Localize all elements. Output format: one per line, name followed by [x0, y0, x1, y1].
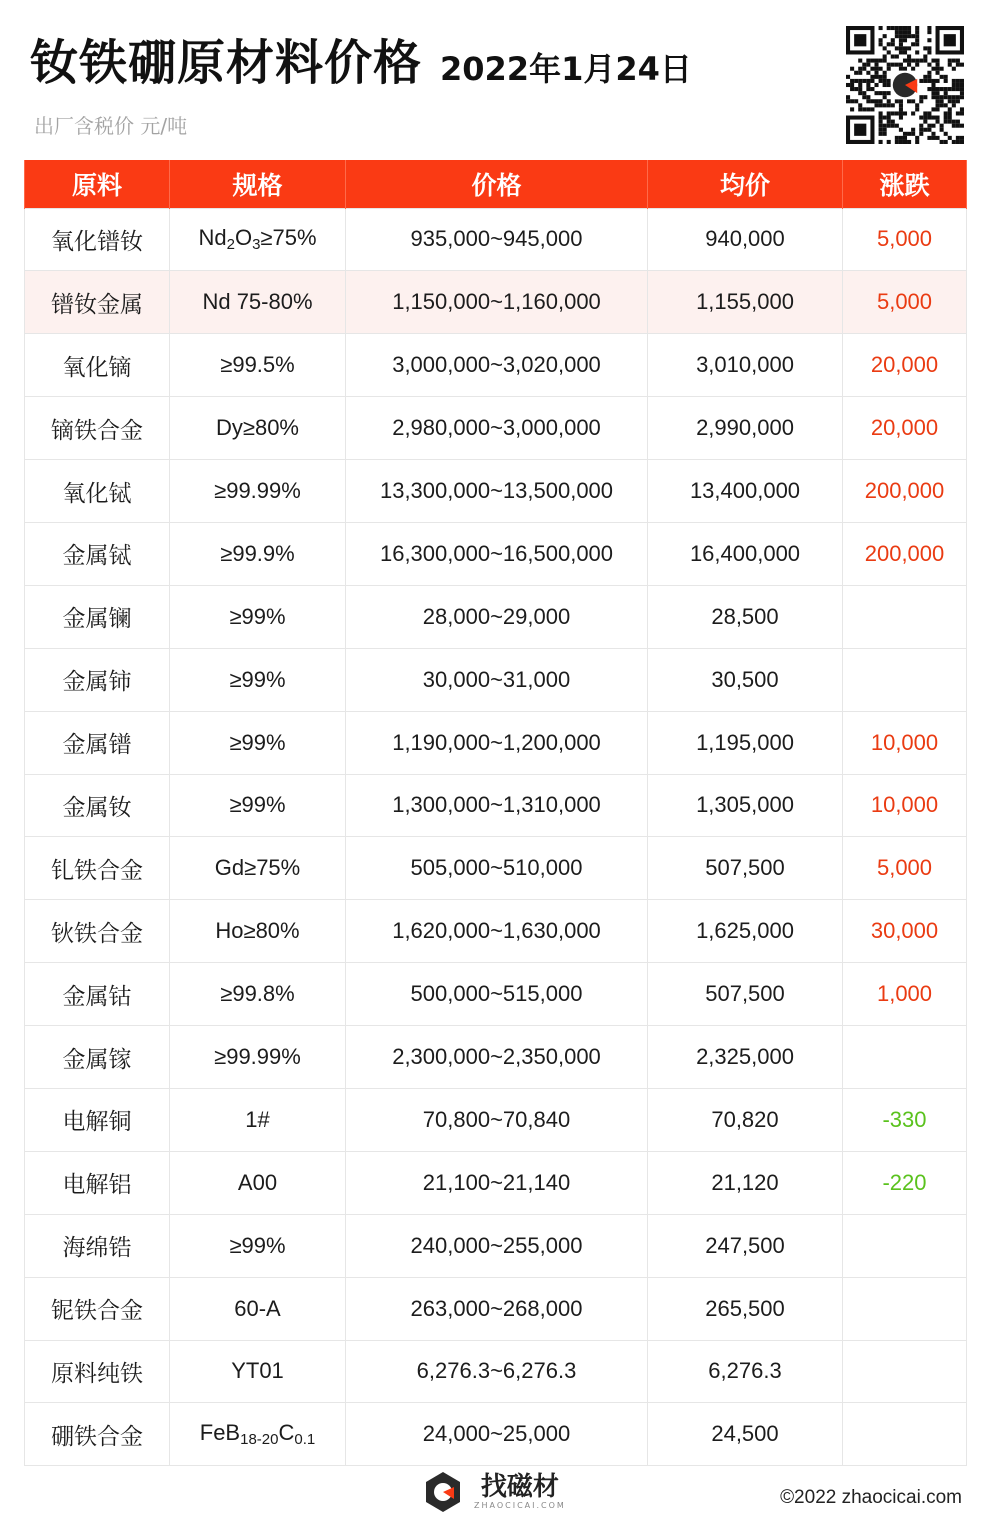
column-header-change: 涨跌 [843, 160, 967, 208]
material-name: 镝铁合金 [25, 397, 170, 460]
material-name: 铌铁合金 [25, 1277, 170, 1340]
brand-name: 找磁材 [480, 1472, 559, 1502]
price-change: -220 [843, 1151, 967, 1214]
material-name: 电解铝 [25, 1151, 170, 1214]
material-spec: ≥99% [170, 774, 346, 837]
material-spec: ≥99% [170, 1214, 346, 1277]
material-name: 镨钕金属 [25, 271, 170, 334]
column-header-price: 价格 [346, 160, 648, 208]
table-row [25, 648, 967, 711]
material-name: 钬铁合金 [25, 900, 170, 963]
spec-text: FeB [199, 1420, 241, 1446]
average-price: 70,820 [648, 1088, 843, 1151]
brand[interactable] [420, 1469, 566, 1515]
spec-subscript: 0.1 [294, 1431, 316, 1449]
column-header-material: 原料 [25, 160, 170, 208]
average-price: 2,990,000 [648, 397, 843, 460]
price-range: 6,276.3~6,276.3 [346, 1340, 648, 1403]
material-spec: ≥99% [170, 648, 346, 711]
spec-text: Nd [198, 225, 227, 251]
price-range: 70,800~70,840 [346, 1088, 648, 1151]
table-row [25, 1151, 967, 1214]
average-price: 507,500 [648, 837, 843, 900]
material-spec: A00 [170, 1151, 346, 1214]
average-price: 940,000 [648, 208, 843, 271]
price-range: 500,000~515,000 [346, 963, 648, 1026]
table-row [25, 963, 967, 1026]
material-spec: ≥99% [170, 585, 346, 648]
spec-subscript: 2 [226, 236, 235, 254]
average-price: 265,500 [648, 1277, 843, 1340]
column-header-spec: 规格 [170, 160, 346, 208]
table-row [25, 900, 967, 963]
material-name: 氧化镨钕 [25, 208, 170, 271]
material-name: 金属镧 [25, 585, 170, 648]
average-price: 1,195,000 [648, 711, 843, 774]
material-name: 金属铽 [25, 522, 170, 585]
material-name: 电解铜 [25, 1088, 170, 1151]
material-spec: Gd≥75% [170, 837, 346, 900]
price-range: 2,300,000~2,350,000 [346, 1026, 648, 1089]
price-range: 240,000~255,000 [346, 1214, 648, 1277]
report-date: 2022年1月24日 [440, 50, 692, 88]
table-row [25, 1340, 967, 1403]
material-name: 氧化铽 [25, 460, 170, 523]
price-change [843, 1026, 967, 1089]
material-name: 硼铁合金 [25, 1403, 170, 1466]
price-unit-note: 出厂含税价 元/吨 [34, 114, 188, 138]
material-spec: 60-A [170, 1277, 346, 1340]
material-spec: 1# [170, 1088, 346, 1151]
price-range: 16,300,000~16,500,000 [346, 522, 648, 585]
price-change: 200,000 [843, 460, 967, 523]
material-name: 氧化镝 [25, 334, 170, 397]
table-row [25, 1214, 967, 1277]
average-price: 30,500 [648, 648, 843, 711]
price-change: 20,000 [843, 397, 967, 460]
price-change [843, 1340, 967, 1403]
table-row [25, 1088, 967, 1151]
brand-url: ZHAOCICAI.COM [474, 1501, 566, 1510]
price-change [843, 648, 967, 711]
material-spec: ≥99.8% [170, 963, 346, 1026]
spec-text: ≥75% [260, 225, 317, 251]
price-range: 24,000~25,000 [346, 1403, 648, 1466]
average-price: 2,325,000 [648, 1026, 843, 1089]
table-row [25, 460, 967, 523]
spec-subscript: 3 [252, 236, 261, 254]
average-price: 3,010,000 [648, 334, 843, 397]
material-name: 金属镓 [25, 1026, 170, 1089]
price-change: -330 [843, 1088, 967, 1151]
copyright[interactable]: ©2022 zhaocicai.com [780, 1487, 962, 1508]
average-price: 247,500 [648, 1214, 843, 1277]
price-range: 3,000,000~3,020,000 [346, 334, 648, 397]
page-title: 钕铁硼原材料价格 [30, 35, 423, 91]
material-spec: ≥99.99% [170, 460, 346, 523]
price-range: 263,000~268,000 [346, 1277, 648, 1340]
average-price: 1,305,000 [648, 774, 843, 837]
table-row [25, 334, 967, 397]
table-row [25, 1026, 967, 1089]
material-spec: ≥99.9% [170, 522, 346, 585]
material-name: 钆铁合金 [25, 837, 170, 900]
price-change: 5,000 [843, 208, 967, 271]
table-row [25, 774, 967, 837]
price-change [843, 585, 967, 648]
table-row [25, 397, 967, 460]
table-row [25, 522, 967, 585]
column-header-average: 均价 [648, 160, 843, 208]
average-price: 24,500 [648, 1403, 843, 1466]
price-range: 13,300,000~13,500,000 [346, 460, 648, 523]
price-range: 1,300,000~1,310,000 [346, 774, 648, 837]
material-name: 金属钴 [25, 963, 170, 1026]
price-change: 10,000 [843, 774, 967, 837]
material-spec: ≥99% [170, 711, 346, 774]
table-row [25, 711, 967, 774]
average-price: 21,120 [648, 1151, 843, 1214]
price-range: 1,190,000~1,200,000 [346, 711, 648, 774]
material-spec: ≥99.99% [170, 1026, 346, 1089]
material-spec [170, 208, 346, 271]
price-range: 1,150,000~1,160,000 [346, 271, 648, 334]
table-row [25, 271, 967, 334]
price-change [843, 1277, 967, 1340]
average-price: 13,400,000 [648, 460, 843, 523]
header [0, 0, 992, 160]
material-name: 海绵锆 [25, 1214, 170, 1277]
average-price: 1,625,000 [648, 900, 843, 963]
price-range: 28,000~29,000 [346, 585, 648, 648]
average-price: 507,500 [648, 963, 843, 1026]
footer [0, 1455, 992, 1529]
price-range: 30,000~31,000 [346, 648, 648, 711]
zhaocicai-logo-icon [420, 1469, 466, 1515]
qr-code-icon[interactable] [846, 26, 964, 144]
spec-text: C [278, 1420, 295, 1446]
price-range: 2,980,000~3,000,000 [346, 397, 648, 460]
price-range: 935,000~945,000 [346, 208, 648, 271]
material-spec: Nd 75-80% [170, 271, 346, 334]
price-range: 505,000~510,000 [346, 837, 648, 900]
table-row [25, 208, 967, 271]
price-change: 200,000 [843, 522, 967, 585]
table-row [25, 585, 967, 648]
material-name: 金属钕 [25, 774, 170, 837]
price-change: 20,000 [843, 334, 967, 397]
average-price: 16,400,000 [648, 522, 843, 585]
average-price: 6,276.3 [648, 1340, 843, 1403]
price-change: 5,000 [843, 271, 967, 334]
price-table [24, 160, 967, 1466]
spec-subscript: 18-20 [240, 1431, 279, 1449]
price-change: 5,000 [843, 837, 967, 900]
price-change: 30,000 [843, 900, 967, 963]
material-spec: Ho≥80% [170, 900, 346, 963]
average-price: 1,155,000 [648, 271, 843, 334]
price-change: 1,000 [843, 963, 967, 1026]
price-change [843, 1214, 967, 1277]
material-name: 金属镨 [25, 711, 170, 774]
price-range: 1,620,000~1,630,000 [346, 900, 648, 963]
price-change: 10,000 [843, 711, 967, 774]
table-row [25, 1277, 967, 1340]
material-spec: Dy≥80% [170, 397, 346, 460]
material-name: 原料纯铁 [25, 1340, 170, 1403]
table-header-row [25, 160, 967, 208]
material-spec: ≥99.5% [170, 334, 346, 397]
average-price: 28,500 [648, 585, 843, 648]
spec-text: O [234, 225, 253, 251]
price-range: 21,100~21,140 [346, 1151, 648, 1214]
material-spec: YT01 [170, 1340, 346, 1403]
material-name: 金属铈 [25, 648, 170, 711]
table-row [25, 837, 967, 900]
